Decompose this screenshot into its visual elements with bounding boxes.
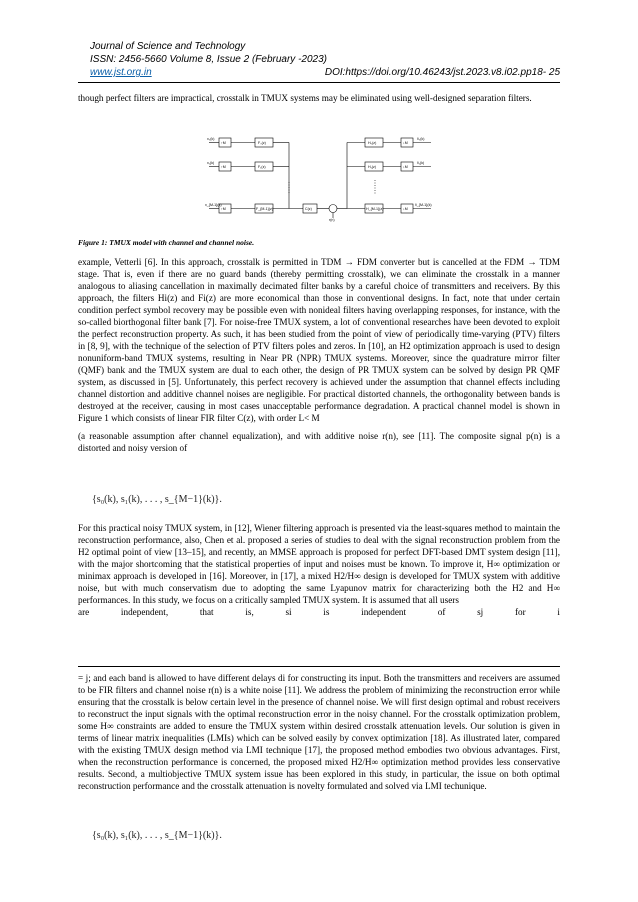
word: that (199, 607, 214, 617)
word: are (78, 607, 90, 617)
equation-2: {s₀(k), s₁(k), . . . , s_{M−1}(k)}. (92, 830, 222, 841)
channel-label: C(z) (305, 207, 312, 211)
journal-issn: ISSN: 2456-5660 Volume 8, Issue 2 (February -2023) (90, 54, 327, 65)
header-rule (78, 82, 560, 83)
body-paragraph-4 (78, 672, 560, 798)
journal-title: Journal of Science and Technology (90, 41, 246, 52)
filter-label-f0: F₀(z) (258, 141, 266, 145)
filter-label-h0: H₀(z) (368, 141, 377, 145)
filter-label-f1: F₁(z) (258, 165, 266, 169)
intro-text: though perfect filters are impractical, crosstalk in TMUX systems may be eliminated using well-designed separation filters. (78, 93, 532, 103)
filter-label-fm1: F_{M-1}(z) (256, 207, 273, 211)
section-rule (78, 666, 560, 667)
word: si (285, 607, 292, 617)
intro-paragraph (78, 92, 560, 110)
upsampler-label-m1: ↑M (221, 207, 226, 211)
paragraph-2-text: (a reasonable assumption after channel equalization), and with additive noise r(n), see [11]. The composite signal p(n) is a distorted and noisy version of (78, 431, 560, 453)
tmux-block-diagram (205, 132, 435, 222)
input-label-0: x₀(k) (207, 137, 215, 141)
upsampler-label-0: ↑M (221, 141, 226, 145)
word: is, (245, 607, 254, 617)
word: is (323, 607, 330, 617)
journal-doi: DOI:https://doi.org/10.46243/jst.2023.v8.i02.pp18- 25 (324, 67, 560, 78)
justified-line (78, 606, 560, 618)
input-label-m1: x_{M-1}(k) (205, 203, 222, 207)
figure-caption: Figure 1: TMUX model with channel and channel noise. (78, 238, 255, 247)
equation-1: {s₀(k), s₁(k), . . . , s_{M−1}(k)}. (92, 494, 222, 505)
journal-header (90, 40, 560, 79)
upsampler-label-1: ↑M (221, 165, 226, 169)
noise-label: r(n) (329, 218, 335, 222)
paragraph-1-text: example, Vetterli [6]. In this approach, crosstalk is permitted in TDM → FDM converter but is cancelled at the FDM → TDM stage. That is, even if there are no guard bands (thereby permitting crosstalk), we can eliminate the crosstalk in a manner analogous to aliasing cancellation in maximally decimated filter banks by a careful choice of transmitters and receivers. By this approach, the filters Hi(z) and Fi(z) are more economical than those in conventional designs. In fact, note that under certain condition perfect symbol recovery may be possible even with nonideal filters having overlapping responses, for instance, with the so-called biorthogonal filter bank [7]. For noise-free TMUX system, a lot of conventional researches have been devoted to exploit the perfect reconstruction property. As such, it has been studied from the point of view of periodically time-varying (PTV) filters in [8, 9], with the technique of the selection of PTV filters poles and zeros. In [10], an H2 optimization approach is used to design nonuniform-band TMUX systems, resulting in Near PR (NPR) TMUX systems. Moreover, since the quadrature mirror filter (QMF) bank and the TMUX system are dual to each other, the design of PR TMUX system can be solved by design PR QMF system, as discussed in [5]. Unfortunately, this perfect recovery is achieved under the assumption that channel effects including channel distortion and additive channel noises are negligible. For practical distorted channels, the orthogonality between bands is destroyed at the receiver, causing in most cases unacceptable performance degradation. A practical channel model is shown in Figure 1 which consists of linear FIR filter C(z), with order L< M (78, 257, 560, 423)
filter-label-h1: H₁(z) (368, 165, 376, 169)
output-label-m1: x̂_{M-1}(k) (415, 203, 432, 207)
paragraph-3-text: For this practical noisy TMUX system, in [12], Wiener filtering approach is presented via the least-squares method to maintain the reconstruction performance, also, Chen et al. proposed a series of studies to deal with the signal reconstruction problem from the H2 optimal point of view [13–15], and recently, an MMSE approach is proposed for perfect DFT-based DMT system design [11], with the major shortcoming that the statistical properties of input and noises must be known. To improve it, H∞ optimization or minimax approach is developed in [16]. Moreover, in [17], a mixed H2/H∞ design is developed for TMUX system with additive noise, but with much conservatism due to adopting the same Lyapunov matrix for characterizing both the H2 and H∞ performances. In this study, we focus on a critically sampled TMUX system. It is assumed that all users (78, 523, 560, 605)
downsampler-label-1: ↓M (403, 165, 408, 169)
body-paragraph-1 (78, 256, 560, 460)
downsampler-label-0: ↓M (403, 141, 408, 145)
word: independent (361, 607, 407, 617)
filter-label-hm1: H_{M-1}(z) (366, 207, 384, 211)
word: for (514, 607, 526, 617)
journal-url-link[interactable]: www.jst.org.in (90, 67, 152, 78)
downsampler-label-m1: ↓M (403, 207, 408, 211)
body-paragraph-3 (78, 522, 560, 618)
input-label-1: x₁(k) (207, 161, 215, 165)
word: independent, (120, 607, 169, 617)
word: i (557, 607, 560, 617)
word: of (437, 607, 446, 617)
output-label-1: x̂₁(k) (417, 161, 425, 165)
paragraph-4-text: = j; and each band is allowed to have different delays di for constructing its input. Both the transmitters and receivers are assumed to be FIR filters and channel noise r(n) is a white noise [11]. We address the problem of minimizing the reconstruction error while ensuring that the crosstalk is below certain level in the presence of channel noise. We will first design optimal and robust receivers to reconstruct the input signals with the optimal reconstruction error in the noisy channel. For the crosstalk optimization problem, some H∞ constraints are added to ensure the TMUX system within desired crosstalk attenuation levels. Our solution is given in terms of linear matrix inequalities (LMIs) which can be solved easily by convex optimization [18]. As illustrated later, compared with the existing TMUX design method via LMI technique [17], the proposed method embodies two obvious advantages. First, when the reconstruction performance is concerned, the proposed mixed H2/H∞ optimization method provides less conservative results. Second, a multiobjective TMUX system issue has been explored in this study, in particular, the issue on both optimal reconstruction performance and the crosstalk attenuation is novelty formulated and solved via LMI techunique. (78, 673, 560, 791)
output-label-0: x̂₀(k) (417, 137, 425, 141)
word: sj (477, 607, 484, 617)
noise-adder (329, 205, 337, 213)
